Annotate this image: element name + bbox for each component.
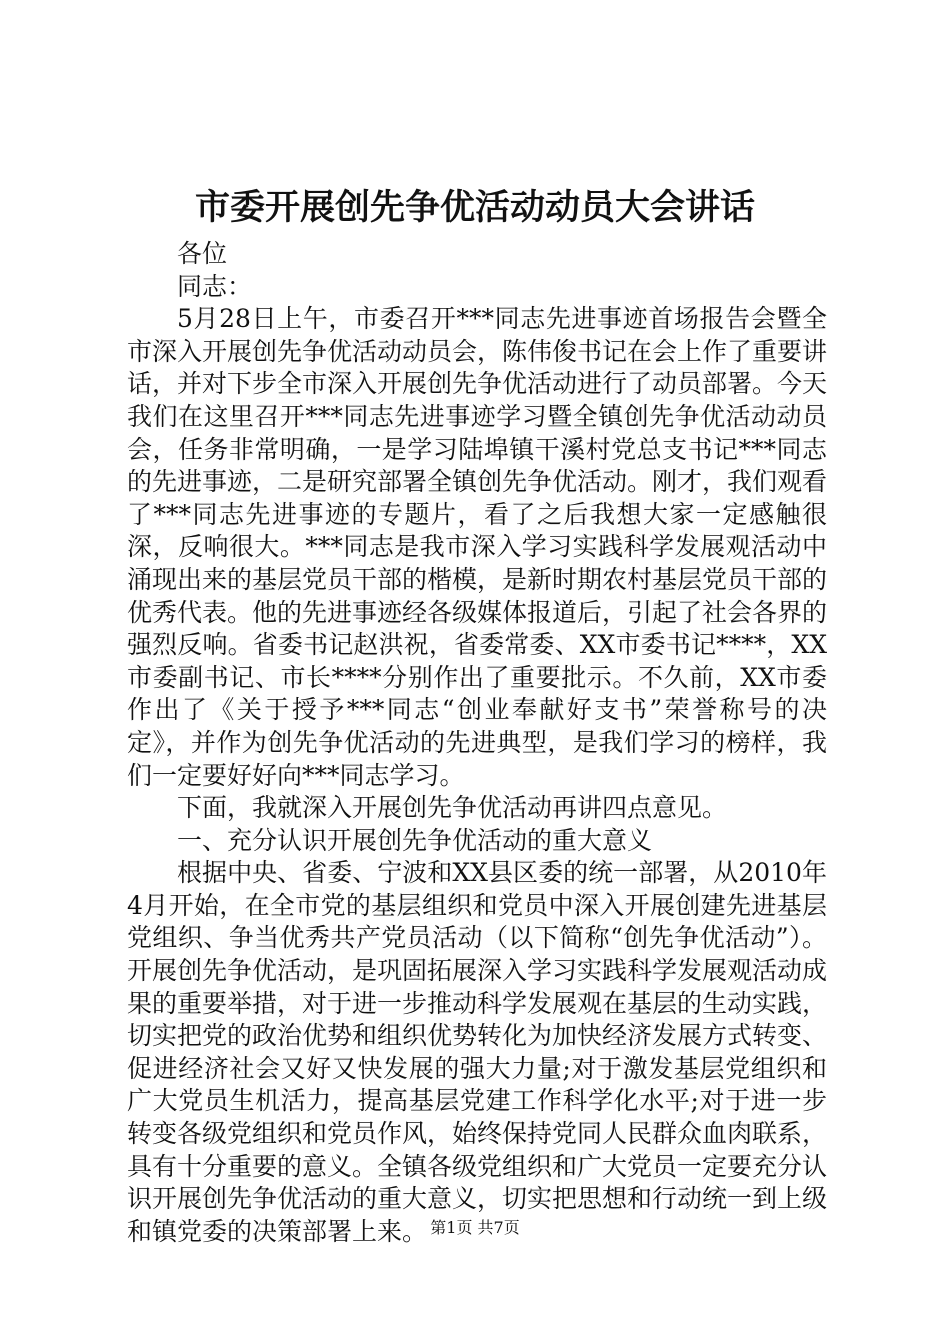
section-heading: 一、充分认识开展创先争优活动的重大意义 [177,825,653,855]
body-paragraph: 5月28日上午，市委召开***同志先进事迹首场报告会暨全市深入开展创先争优活动动员会，陈伟俊书记在会上作了重要讲话，并对下步全市深入开展创先争优活动进行了动员部署。今天我们在这里召开***同志先进事迹学习暨全镇创先争优活动动员会，任务非常明确，一是学习陆埠镇干溪村党总支书记***同志的先进事迹，二是研究部署全镇创先争优活动。刚才，我们观看了***同志先进事迹的专题片，看了之后我想大家一定感触很深，反响很大。***同志是我市深入学习实践科学发展观活动中涌现出来的基层党员干部的楷模，是新时期农村基层党员干部的优秀代表。他的先进事迹经各级媒体报道后，引起了社会各界的强烈反响。省委书记赵洪祝，省委常委、XX市委书记****，XX市委副书记、市长****分别作出了重要批示。不久前，XX市委作出了《关于授予***同志“创业奉献好支书”荣誉称号的决定》，并作为创先争优活动的先进典型，是我们学习的榜样，我们一定要好好向***同志学习。 [127,304,828,790]
document-title: 市委开展创先争优活动动员大会讲话 [194,187,755,228]
document-body [127,238,827,1248]
body-paragraph: 下面，我就深入开展创先争优活动再讲四点意见。 [177,793,728,823]
salutation-line-2: 同志： [177,271,253,301]
salutation-line-1: 各位 [177,239,228,268]
body-paragraph: 根据中央、省委、宁波和XX县区委的统一部署，从2010年4月开始，在全市党的基层组织和党员中深入开展创建先进基层党组织、争当优秀共产党员活动（以下简称“创先争优活动”）。开展创先争优活动，是巩固拓展深入学习实践科学发展观活动成果的重要举措，对于进一步推动科学发展观在基层的生动实践，切实把党的政治优势和组织优势转化为加快经济发展方式转变、促进经济社会又好又快发展的强大力量;对于激发基层党组织和广大党员生机活力，提高基层党建工作科学化水平;对于进一步转变各级党组织和党员作风，始终保持党同人民群众血肉联系，具有十分重要的意义。全镇各级党组织和广大党员一定要充分认识开展创先争优活动的重大意义，切实把思想和行动统一到上级和镇党委的决策部署上来。 [127,858,828,1246]
page-number-footer: 第1页 共7页 [430,1218,520,1237]
